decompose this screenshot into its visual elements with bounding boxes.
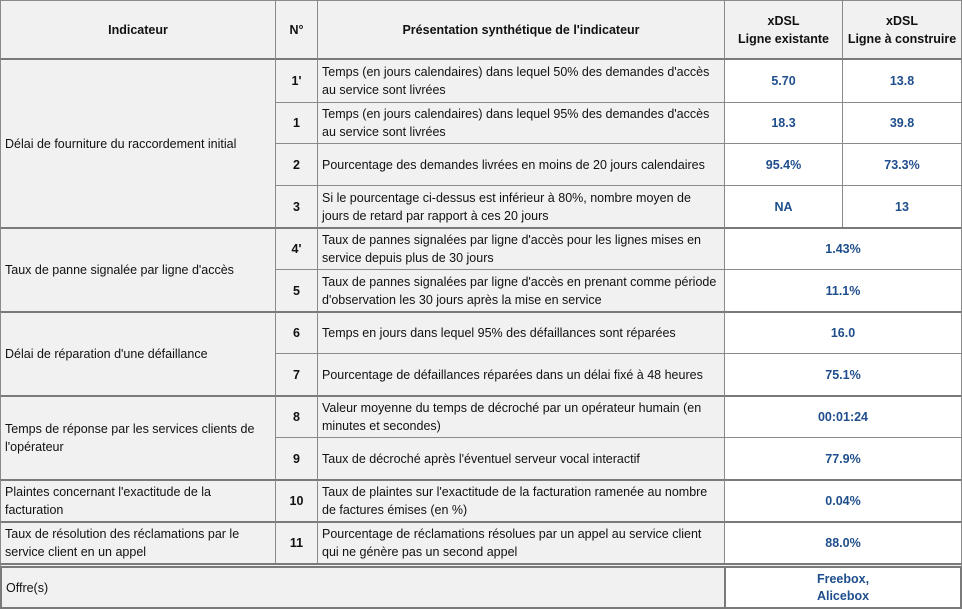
row-number-text: 6 [293, 326, 300, 340]
header-presentation-text: Présentation synthétique de l'indicateur [402, 22, 640, 37]
row-description-text: Temps (en jours calendaires) dans lequel 95% des demandes d'accès au service sont livrées [322, 107, 710, 139]
value-text: 11.1% [825, 283, 861, 298]
value-combined [724, 437, 962, 480]
value-combined [724, 311, 962, 354]
value-text: 1.43% [825, 242, 861, 256]
header-construire-line2: Ligne à construire [847, 31, 957, 46]
offres-label-text: Offre(s) [6, 580, 49, 595]
row-description [317, 437, 725, 480]
row-number-text: 10 [289, 494, 304, 508]
row-description-text: Taux de pannes signalées par ligne d'accès en prenant comme période d'observation les 30 jours après la mise en service [322, 274, 717, 307]
group-label [0, 227, 276, 312]
row-description [317, 185, 725, 228]
header-existante-line1: xDSL [767, 13, 800, 28]
value-combined [724, 227, 962, 270]
header-numero [275, 0, 318, 59]
row-number-text: 2 [293, 157, 300, 172]
header-numero-text: N° [289, 22, 304, 37]
value-text: 39.8 [889, 116, 915, 130]
row-description [317, 521, 725, 564]
row-number-text: 7 [293, 367, 300, 382]
row-description [317, 353, 725, 396]
value-text: 00:01:24 [817, 410, 869, 424]
group-label-text: Plaintes concernant l'exactitude de la facturation [5, 485, 211, 517]
row-number [275, 395, 318, 438]
row-number [275, 479, 318, 522]
value-text: 13.8 [889, 74, 915, 88]
row-number-text: 3 [293, 199, 300, 214]
row-description [317, 395, 725, 438]
row-description-text: Valeur moyenne du temps de décroché par un opérateur humain (en minutes et secondes) [322, 401, 702, 433]
group-label [0, 521, 276, 564]
row-number-text: 11 [289, 536, 304, 550]
value-ligne-construire [842, 58, 962, 103]
value-ligne-existante [724, 143, 843, 186]
row-description [317, 269, 725, 312]
group-label-text: Taux de panne signalée par ligne d'accès [5, 263, 234, 277]
row-description [317, 227, 725, 270]
value-text: NA [774, 199, 793, 214]
row-number [275, 58, 318, 103]
row-number [275, 521, 318, 564]
row-number [275, 269, 318, 312]
value-text: 77.9% [825, 451, 861, 466]
group-label-text: Délai de réparation d'une défaillance [5, 347, 208, 361]
value-ligne-existante [724, 58, 843, 103]
header-ligne-existante [724, 0, 843, 59]
header-indicateur-text: Indicateur [108, 22, 168, 37]
row-number [275, 102, 318, 144]
header-ligne-construire [842, 0, 962, 59]
offres-value [724, 566, 962, 609]
header-presentation [317, 0, 725, 59]
row-description-text: Pourcentage de défaillances réparées dans un délai fixé à 48 heures [322, 367, 703, 382]
row-number-text: 1 [293, 116, 300, 130]
value-combined [724, 353, 962, 396]
value-ligne-existante [724, 185, 843, 228]
group-label-text: Délai de fourniture du raccordement initial [5, 136, 237, 151]
row-description [317, 143, 725, 186]
group-label [0, 479, 276, 522]
group-label [0, 58, 276, 228]
row-number [275, 437, 318, 480]
row-number [275, 227, 318, 270]
row-number-text: 1' [291, 74, 302, 88]
value-text: 88.0% [825, 536, 861, 550]
row-description-text: Temps (en jours calendaires) dans lequel 50% des demandes d'accès au service sont livrées [322, 65, 710, 97]
value-text: 18.3 [771, 116, 796, 130]
value-text: 75.1% [825, 367, 861, 382]
value-combined [724, 269, 962, 312]
offres-value-line2: Alicebox [816, 588, 870, 603]
row-description-text: Taux de plaintes sur l'exactitude de la facturation ramenée au nombre de factures émises (en %) [322, 485, 708, 517]
value-text: 16.0 [830, 326, 856, 340]
value-ligne-construire [842, 185, 962, 228]
row-description [317, 311, 725, 354]
row-description [317, 58, 725, 103]
value-text: 73.3% [884, 157, 920, 172]
value-text: 13 [895, 199, 909, 214]
header-existante-line2: Ligne existante [738, 31, 829, 46]
row-number [275, 143, 318, 186]
group-label-text: Temps de réponse par les services clients de l'opérateur [5, 422, 255, 454]
value-text: 95.4% [765, 157, 802, 172]
row-description-text: Pourcentage des demandes livrées en moins de 20 jours calendaires [322, 157, 705, 172]
row-description [317, 102, 725, 144]
group-label-text: Taux de résolution des réclamations par le service client en un appel [5, 527, 240, 559]
header-construire-line1: xDSL [886, 13, 918, 28]
value-ligne-construire [842, 143, 962, 186]
value-ligne-construire [842, 102, 962, 144]
row-number-text: 5 [293, 283, 300, 298]
offres-label [0, 566, 725, 609]
row-number-text: 9 [293, 451, 300, 466]
offres-value-line1: Freebox, [816, 571, 870, 586]
row-number [275, 353, 318, 396]
row-number [275, 185, 318, 228]
group-label [0, 395, 276, 480]
value-text: 0.04% [825, 494, 861, 508]
value-combined [724, 479, 962, 522]
row-number-text: 8 [293, 410, 300, 424]
row-description [317, 479, 725, 522]
value-combined [724, 395, 962, 438]
value-text: 5.70 [771, 74, 796, 88]
row-description-text: Taux de décroché après l'éventuel serveur vocal interactif [322, 451, 640, 466]
value-ligne-existante [724, 102, 843, 144]
header-indicateur [0, 0, 276, 59]
group-label [0, 311, 276, 396]
row-description-text: Si le pourcentage ci-dessus est inférieur à 80%, nombre moyen de jours de retard par rapport à ces 20 jours [322, 190, 691, 223]
row-number-text: 4' [291, 242, 302, 256]
row-description-text: Taux de pannes signalées par ligne d'accès pour les lignes mises en service depuis plus de 30 jours [322, 233, 702, 265]
row-number [275, 311, 318, 354]
row-description-text: Temps en jours dans lequel 95% des défaillances sont réparées [322, 326, 676, 340]
value-combined [724, 521, 962, 564]
row-description-text: Pourcentage de réclamations résolues par un appel au service client qui ne génère pas un second appel [322, 527, 702, 559]
